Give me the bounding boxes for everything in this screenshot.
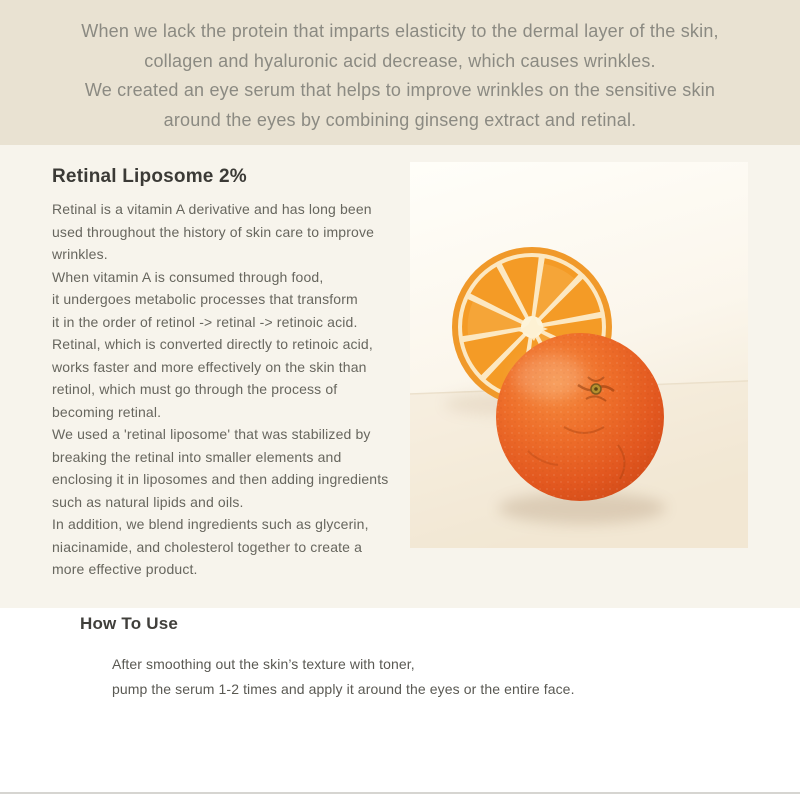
text-line: it in the order of retinol -> retinal -> retinoic acid. bbox=[52, 313, 358, 330]
text-line: We created an eye serum that helps to improve wrinkles on the sensitive skin bbox=[84, 80, 716, 100]
text-line: collagen and hyaluronic acid decrease, which causes wrinkles. bbox=[144, 50, 656, 71]
how-to-use-section bbox=[0, 608, 800, 800]
ingredient-description bbox=[52, 198, 408, 581]
text-line: In addition, we blend ingredients such as glycerin, bbox=[52, 516, 369, 532]
text-line: When vitamin A is consumed through food, bbox=[52, 268, 324, 285]
text-line: retinol, which must go through the process of bbox=[52, 381, 338, 397]
usage-instructions bbox=[112, 652, 732, 702]
text-line: wrinkles. bbox=[52, 246, 108, 262]
text-line: pump the serum 1-2 times and apply it around the eyes or the entire face. bbox=[112, 681, 575, 697]
section-heading: Retinal Liposome 2% bbox=[52, 166, 247, 187]
text-line: niacinamide, and cholesterol together to create a bbox=[52, 538, 363, 555]
text-line: enclosing it in liposomes and then adding ingredients bbox=[52, 471, 389, 487]
intro-text bbox=[0, 17, 800, 135]
text-line: After smoothing out the skin’s texture with toner, bbox=[112, 656, 415, 672]
text-line: When we lack the protein that imparts elasticity to the dermal layer of the skin, bbox=[81, 21, 719, 41]
text-line: breaking the retinal into smaller elements and bbox=[52, 448, 342, 465]
text-line: it undergoes metabolic processes that transform bbox=[52, 291, 358, 307]
intro-banner bbox=[0, 0, 800, 145]
text-line: more effective product. bbox=[52, 561, 198, 577]
bottom-divider bbox=[0, 792, 800, 794]
text-line: becoming retinal. bbox=[52, 403, 162, 420]
how-to-use-heading: How To Use bbox=[80, 614, 179, 633]
text-line: Retinal, which is converted directly to retinoic acid, bbox=[52, 336, 373, 352]
text-line: Retinal is a vitamin A derivative and has long been bbox=[52, 201, 372, 217]
text-line: used throughout the history of skin care to improve bbox=[52, 223, 375, 240]
text-line: works faster and more effectively on the skin than bbox=[52, 358, 367, 375]
orange-photo-image bbox=[410, 162, 748, 548]
text-line: We used a 'retinal liposome' that was stabilized by bbox=[52, 426, 371, 442]
text-line: around the eyes by combining ginseng extract and retinal. bbox=[163, 109, 637, 130]
text-line: such as natural lipids and oils. bbox=[52, 493, 244, 510]
